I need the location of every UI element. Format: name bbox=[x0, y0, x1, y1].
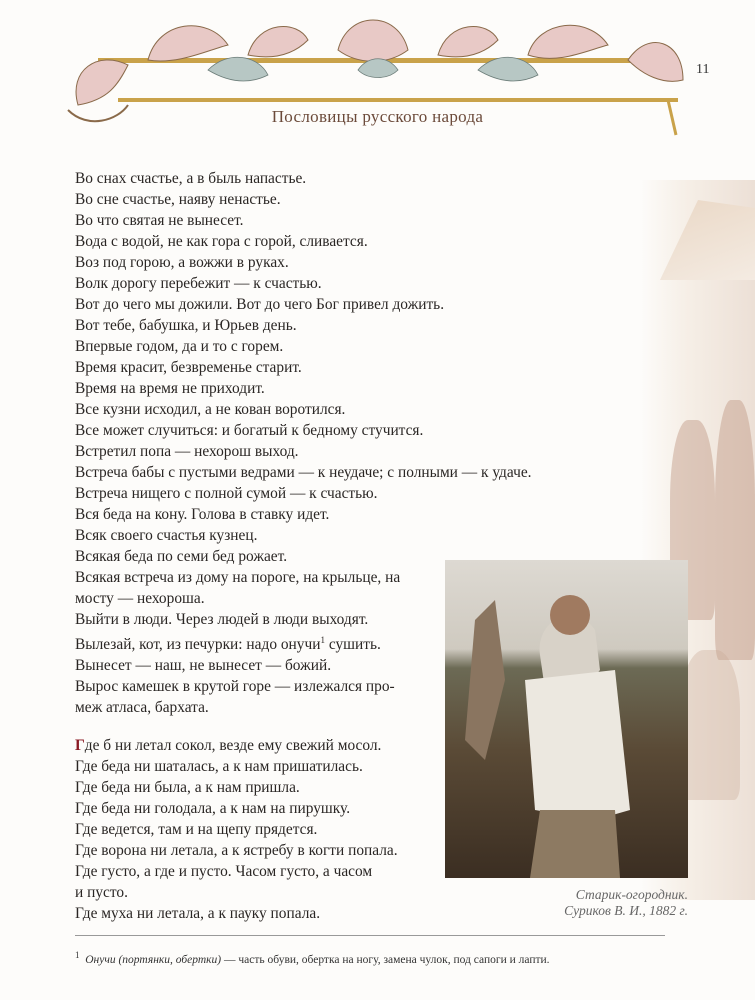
footnote-divider bbox=[75, 935, 665, 936]
proverb: Во сне счастье, наяву ненастье. bbox=[75, 191, 281, 208]
proverb: Вынесет — наш, не вынесет — божий. bbox=[75, 657, 332, 675]
proverb: Вот тебе, бабушка, и Юрьев день. bbox=[75, 317, 297, 334]
proverb: Всякая беда по семи бед рожает. bbox=[75, 548, 288, 565]
proverb: Во снах счастье, а в быль напастье. bbox=[75, 170, 307, 187]
proverb: Где ворона ни летала, а к ястребу в когти попала. bbox=[75, 842, 398, 859]
proverb: Где ведется, там и на щепу прядется. bbox=[75, 821, 318, 838]
proverb: Все может случиться: и богатый к бедному стучится. bbox=[75, 422, 424, 439]
proverb: Встреча бабы с пустыми ведрами — к неудаче; с полными — к удаче. bbox=[75, 464, 532, 481]
proverb: Где беда ни шаталась, а к нам пришатилась. bbox=[75, 758, 363, 775]
page-title: Пословицы русского народа bbox=[271, 107, 484, 126]
proverb: Во что святая не вынесет. bbox=[75, 212, 244, 229]
proverb: Все кузни исходил, а не кован воротился. bbox=[75, 401, 346, 418]
proverb: Воз под горою, а вожжи в руках. bbox=[75, 254, 289, 271]
proverb: Волк дорогу перебежит — к счастью. bbox=[75, 275, 322, 292]
proverb: Всякая встреча из дому на пороге, на крыльце, на мосту — нехороша. bbox=[75, 569, 401, 607]
proverb: Вода с водой, не как гора с горой, сливается. bbox=[75, 233, 368, 250]
footnote: $^1$ Онучи (портянки, обертки) — часть обуви, обертка на ногу, замена чулок, под сапоги и лапти. bbox=[75, 950, 550, 966]
proverb: Где густо, а где и пусто. Часом густо, а часом и пусто. bbox=[75, 863, 373, 901]
proverb: Время на время не приходит. bbox=[75, 380, 265, 397]
proverb: Время красит, безвременье старит. bbox=[75, 359, 302, 376]
page-number: 11 bbox=[696, 62, 710, 77]
proverb: Вот до чего мы дожили. Вот до чего Бог привел дожить. bbox=[75, 296, 445, 313]
painting-image bbox=[445, 560, 688, 878]
drop-cap: Г bbox=[75, 737, 85, 754]
proverb: Впервые годом, да и то с горем. bbox=[75, 338, 284, 355]
proverbs-list-g bbox=[75, 735, 398, 924]
proverb: Вырос камешек в крутой горе — излежался про- меж атласа, бархата. bbox=[75, 678, 395, 717]
proverb: Встреча нищего с полной сумой — к счастью. bbox=[75, 485, 378, 502]
proverb: Вся беда на кону. Голова в ставку идет. bbox=[75, 506, 330, 523]
proverb: Где муха ни летала, а к пауку попала. bbox=[75, 905, 321, 922]
proverb: Где беда ни голодала, а к нам на пирушку. bbox=[75, 800, 351, 817]
proverb: Выйти в люди. Через людей в люди выходят. bbox=[75, 611, 369, 628]
proverb: Где беда ни была, а к нам пришла. bbox=[75, 779, 300, 796]
proverb: Встретил попа — нехорош выход. bbox=[75, 443, 299, 460]
picture-caption: Старик-огородник. Суриков В. И., 1882 г. bbox=[564, 887, 688, 918]
proverb: Всяк своего счастья кузнец. bbox=[75, 527, 258, 544]
proverb: Где б ни летал сокол, везде ему свежий мосол. bbox=[75, 737, 382, 754]
footnote-reference[interactable]: 1 bbox=[320, 635, 325, 645]
proverb: Вылезай, кот, из печурки: надо онучи$^1$ сушить. bbox=[75, 635, 381, 654]
